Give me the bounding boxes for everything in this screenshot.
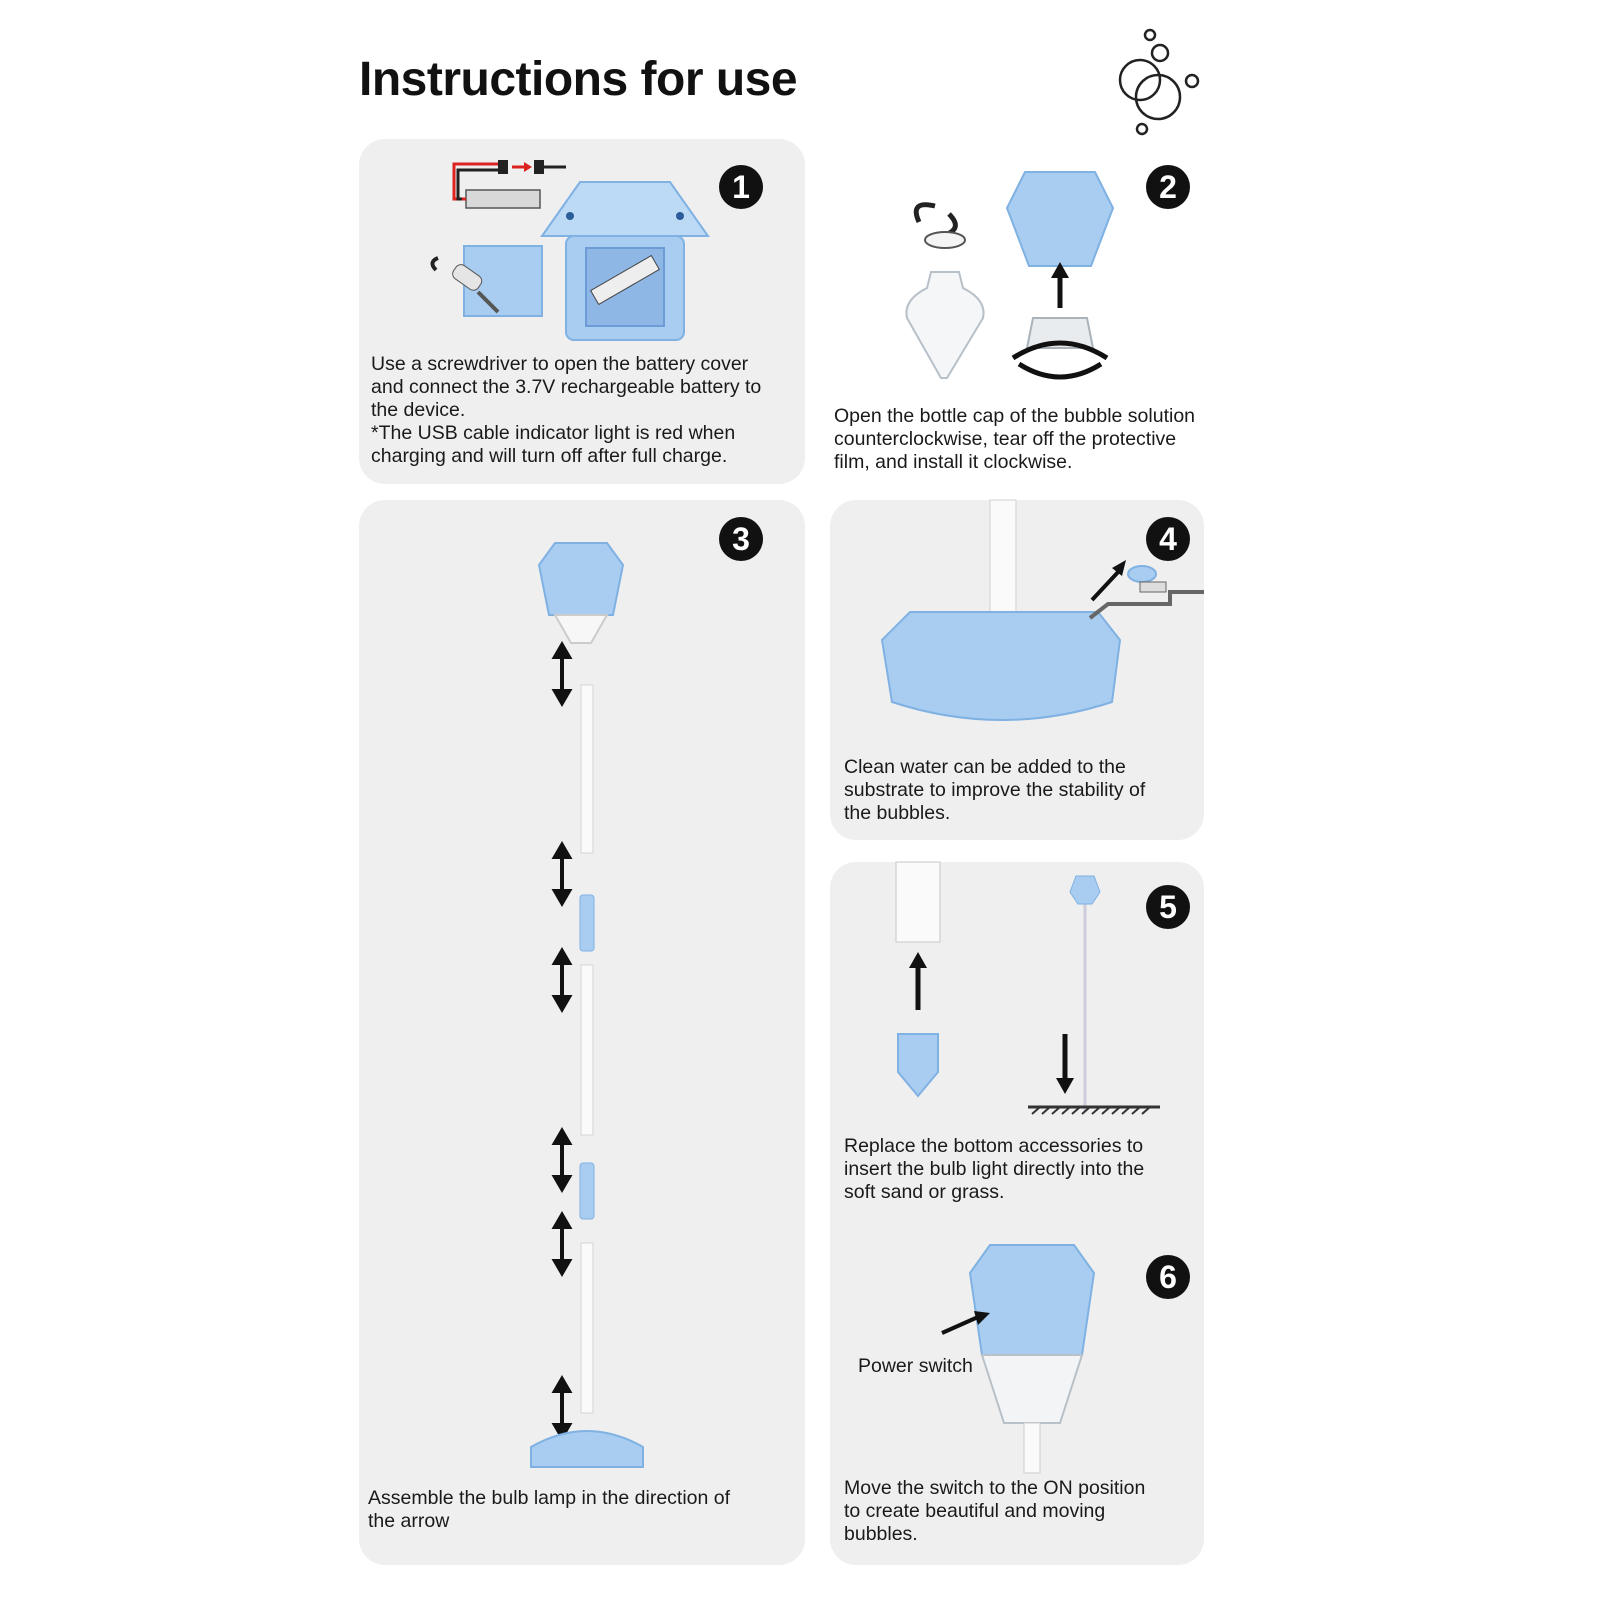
power-switch-label: Power switch: [858, 1355, 973, 1377]
ground-stake-illustration: [880, 862, 1180, 1132]
bubbles-icon: [1110, 25, 1210, 140]
device-open-illustration: [540, 180, 710, 345]
step-6-number: 6: [1146, 1255, 1190, 1299]
step-5-number: 5: [1146, 885, 1190, 929]
water-base-illustration: [880, 500, 1204, 750]
step-6-text: Move the switch to the ON position to create beautiful and moving bubbles.: [844, 1477, 1146, 1545]
bubble-solution-illustration: [1005, 168, 1115, 388]
step-5-text: Replace the bottom accessories to insert the bulb light directly into the soft sand or grass.: [844, 1135, 1145, 1203]
assembly-illustration: [525, 535, 665, 1470]
step-2-text: Open the bottle cap of the bubble solution counterclockwise, tear off the protective film, and install it clockwise.: [834, 405, 1196, 473]
step-1-text: Use a screwdriver to open the battery cover and connect the 3.7V rechargeable battery to the device. *The USB cable indicator light is red when charging and will turn off after full charge.: [371, 353, 762, 467]
step-3-text: Assemble the bulb lamp in the direction of the arrow: [368, 1487, 731, 1532]
step-4-number: 4: [1146, 517, 1190, 561]
step-3-number: 3: [719, 517, 763, 561]
step-1-number: 1: [719, 165, 763, 209]
battery-cover-illustration: [428, 240, 548, 330]
step-2-number: 2: [1146, 165, 1190, 209]
step-4-text: Clean water can be added to the substrate to improve the stability of the bubbles.: [844, 756, 1146, 824]
page-title: Instructions for use: [359, 53, 798, 106]
bottle-cap-illustration: [905, 200, 995, 395]
power-switch-illustration: [950, 1245, 1130, 1475]
